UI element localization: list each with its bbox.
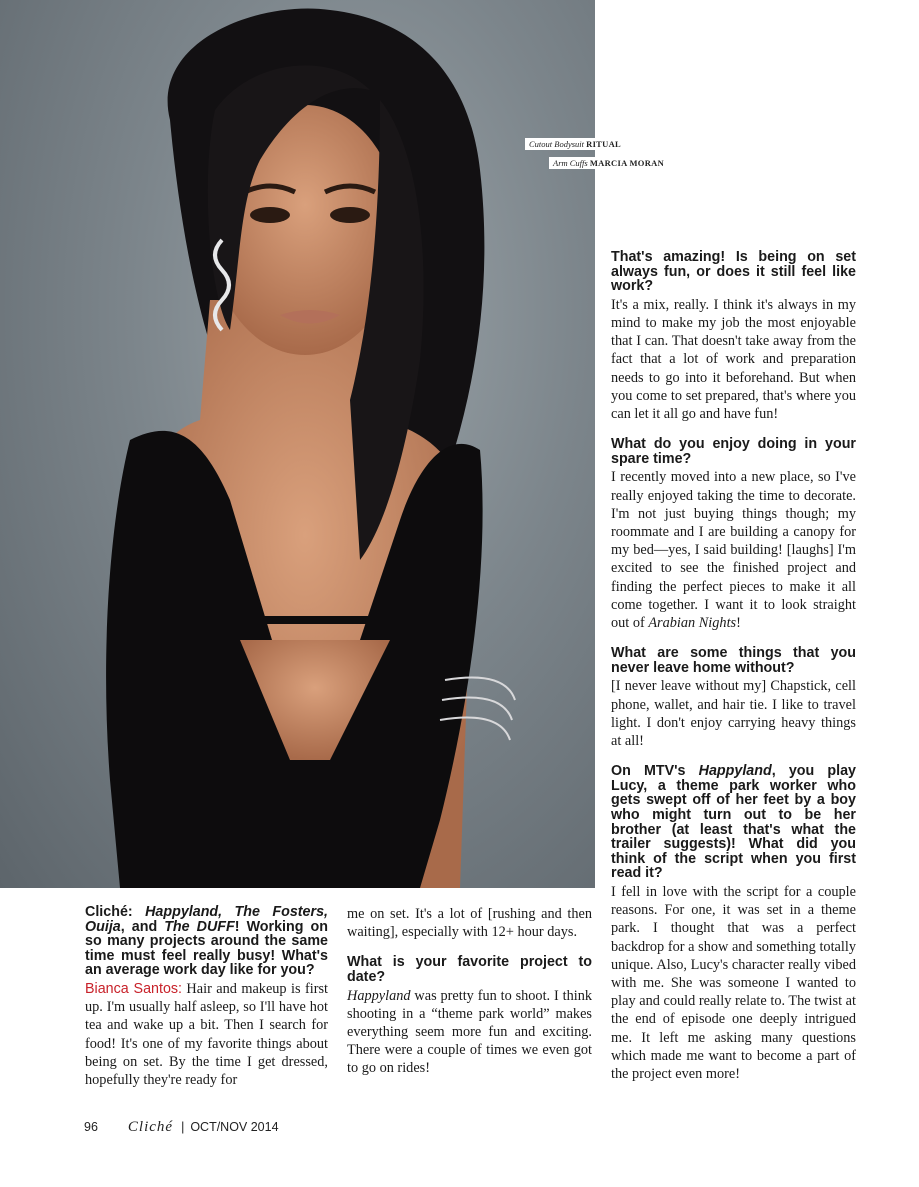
article-column-1 (85, 905, 328, 1089)
page-footer (84, 1119, 279, 1136)
article-column-2 (347, 905, 592, 1078)
footer-separator: | (181, 1120, 185, 1134)
question-favorite-project: What is your favorite project to date? (347, 954, 592, 985)
answer-favorite-project: Happyland was pretty fun to shoot. I think shooting in a “theme park world” makes everything seem more fun and exciting. There were a couple of times we even got to go on rides! (347, 987, 592, 1077)
answer-never-leave: [I never leave without my] Chapstick, cell phone, wallet, and hair tie. I like to travel light. I don't enjoy carrying heavy things at all! (611, 678, 856, 750)
photo-credit-armcuffs: Arm Cuffs MARCIA MORAN (549, 157, 668, 169)
answer-happyland-script: I fell in love with the script for a couple reasons. For one, it was set in a theme park. I thought that was a perfect backdrop for a show and something totally unique. Also, Lucy's character really vibed with me. She was someone I wanted to play and could really relate to. The twist at the end of episode one deeply intrigued me. It left me asking many questions which made me want to become a part of the project even more! (611, 883, 856, 1082)
answer-work-day: Bianca Santos: Hair and makeup is first up. I'm usually half asleep, so I'll have hot tea and wake up a bit. Then I search for food! It's one of my favorite things about being on set. By the time I get dressed, hopefully they're ready for (85, 980, 328, 1088)
portrait-illustration (0, 0, 595, 888)
question-on-set: That's amazing! Is being on set always fun, or does it still feel like work? (611, 249, 856, 295)
answer-on-set: It's a mix, really. I think it's always in my mind to make my job the most enjoyable that I can. That doesn't take away from the fact that a lot of work and preparation needs to go into it beforehand. But when you come to set prepared, that's where you can let it all go and have fun! (611, 296, 856, 422)
question-never-leave: What are some things that you never leave home without? (611, 645, 856, 676)
question-happyland-script: On MTV's Happyland, you play Lucy, a theme park worker who gets swept off of her feet by a boy who might turn out to be her brother (at least that's what the trailer suggests)! What did you think of the script when you first read it? (611, 763, 856, 882)
photo-credit-bodysuit: Cutout Bodysuit RITUAL (525, 138, 625, 150)
question-spare-time: What do you enjoy doing in your spare time? (611, 436, 856, 467)
answer-work-day-continued: me on set. It's a lot of [rushing and then waiting], especially with 12+ hour days. (347, 906, 592, 941)
article-column-3 (611, 250, 856, 1083)
question-work-day: Cliché: Happyland, The Fosters, Ouija, and The DUFF! Working on so many projects around the same time must feel really busy! What's an average work day like for you? (85, 904, 328, 979)
page-number: 96 (84, 1120, 98, 1134)
speaker-label: Bianca Santos: (85, 980, 183, 997)
magazine-logo: Cliché (127, 1119, 174, 1135)
answer-spare-time: I recently moved into a new place, so I've really enjoyed taking the time to decorate. I'm not just buying things though; my roommate and I are building a canopy for my bed—yes, I said building! [laughs] I'm excited to see the finished project and finding the perfect pieces to make it all come together. I want it to look straight out of Arabian Nights! (611, 469, 856, 632)
issue-date: OCT/NOV 2014 (190, 1120, 279, 1134)
